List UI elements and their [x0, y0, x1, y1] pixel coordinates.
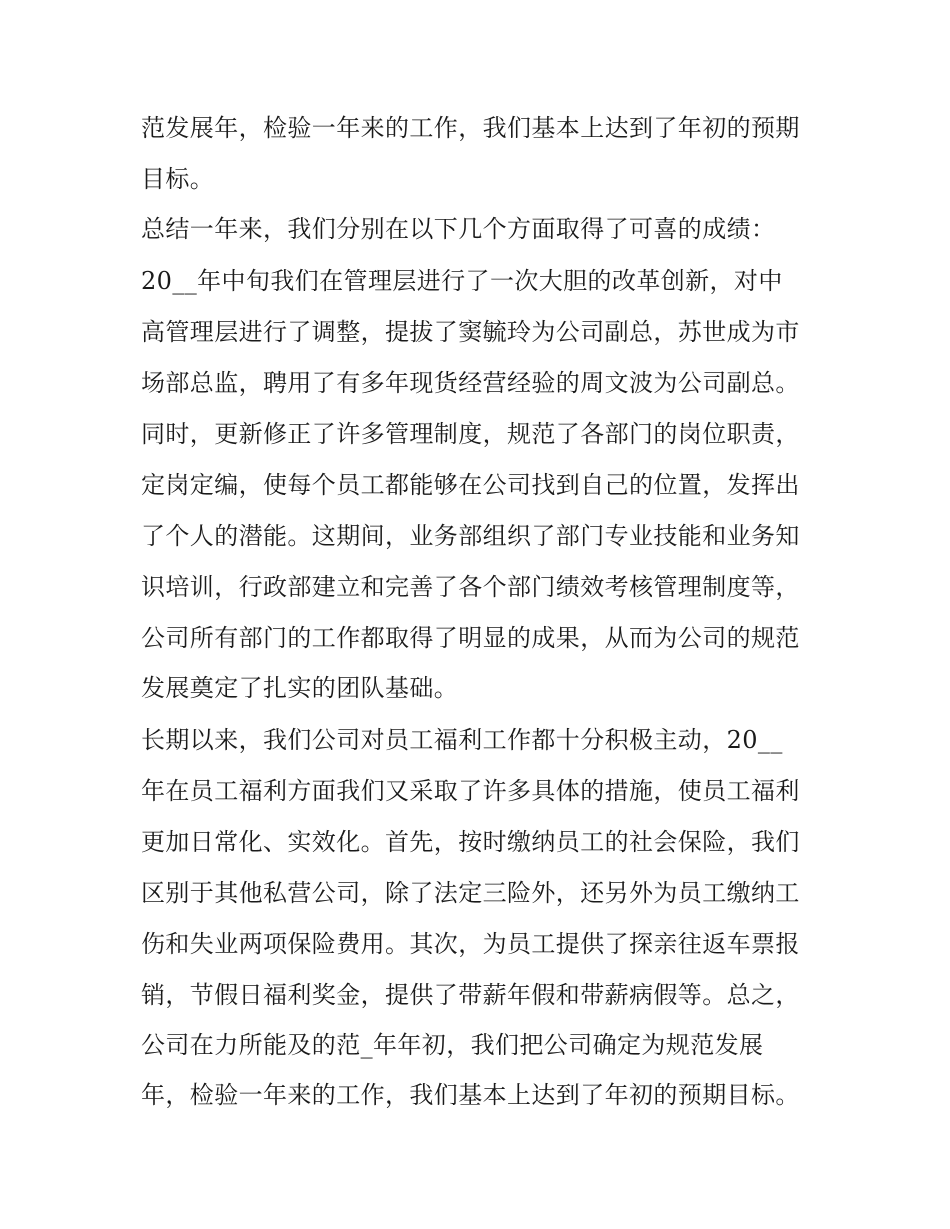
text-line: 同时，更新修正了许多管理制度，规范了各部门的岗位职责，: [141, 420, 800, 448]
text-line: 总结一年来，我们分别在以下几个方面取得了可喜的成绩：: [141, 215, 776, 243]
text-line: 定岗定编，使每个员工都能够在公司找到自己的位置，发挥出: [141, 471, 800, 499]
text-line: 长期以来，我们公司对员工福利工作都十分积极主动，20__: [141, 726, 783, 754]
text-line: 公司在力所能及的范_年年初，我们把公司确定为规范发展: [141, 1031, 764, 1059]
text-line: 识培训，行政部建立和完善了各个部门绩效考核管理制度等，: [141, 573, 800, 601]
text-line: 更加日常化、实效化。首先，按时缴纳员工的社会保险，我们: [141, 828, 800, 856]
text-line: 销，节假日福利奖金，提供了带薪年假和带薪病假等。总之，: [141, 981, 800, 1009]
text-line: 年，检验一年来的工作，我们基本上达到了年初的预期目标。: [141, 1081, 800, 1109]
text-line: 发展奠定了扎实的团队基础。: [141, 674, 459, 702]
text-line: 区别于其他私营公司，除了法定三险外，还另外为员工缴纳工: [141, 879, 800, 907]
text-line: 目标。: [141, 165, 215, 193]
text-line: 20__年中旬我们在管理层进行了一次大胆的改革创新，对中: [141, 267, 783, 295]
text-line: 场部总监，聘用了有多年现货经营经验的周文波为公司副总。: [141, 369, 800, 397]
text-line: 范发展年，检验一年来的工作，我们基本上达到了年初的预期: [141, 114, 800, 142]
text-line: 伤和失业两项保险费用。其次，为员工提供了探亲往返车票报: [141, 930, 800, 958]
text-line: 了个人的潜能。这期间，业务部组织了部门专业技能和业务知: [141, 522, 800, 550]
text-line: 年在员工福利方面我们又采取了许多具体的措施，使员工福利: [141, 777, 800, 805]
text-line: 高管理层进行了调整，提拔了窦毓玲为公司副总，苏世成为市: [141, 318, 800, 346]
text-line: 公司所有部门的工作都取得了明显的成果，从而为公司的规范: [141, 624, 800, 652]
